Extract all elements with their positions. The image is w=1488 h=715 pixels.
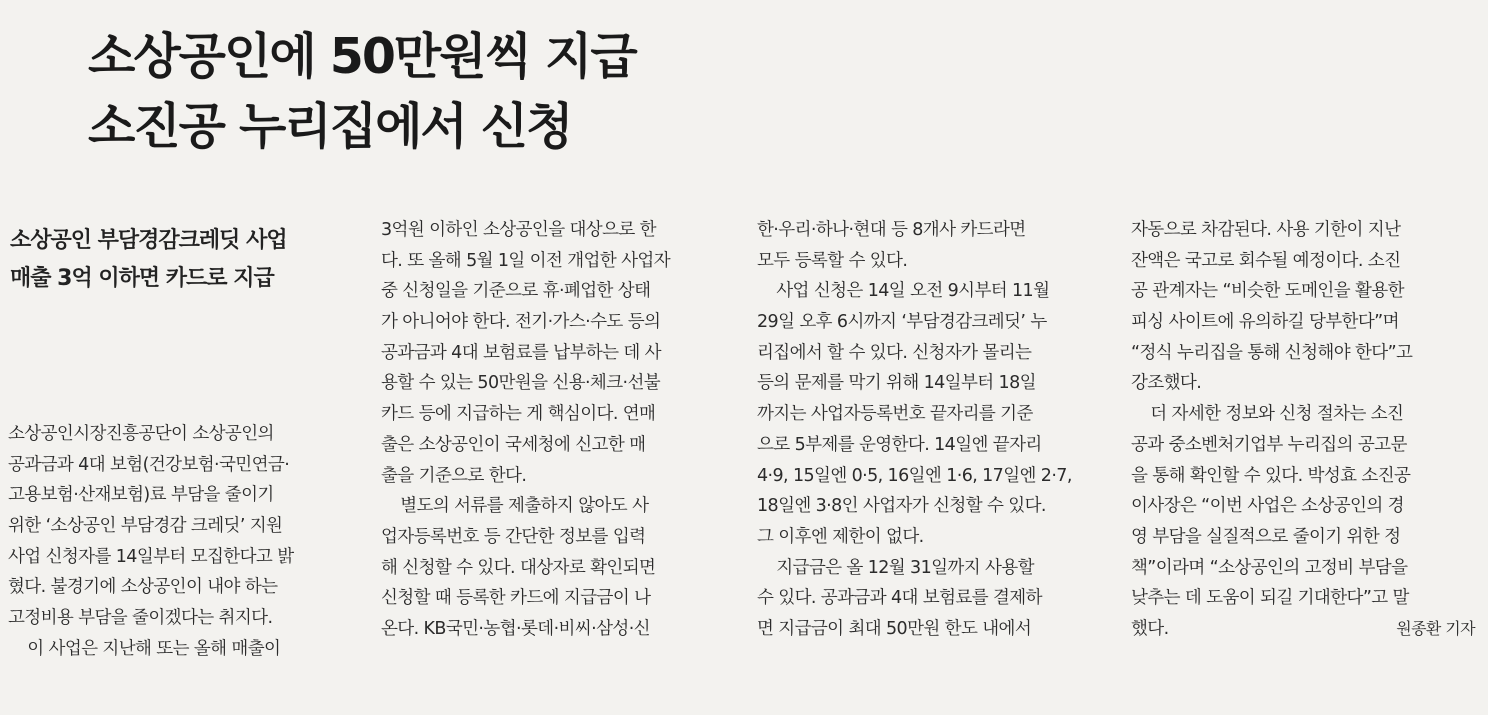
- body-line: 3억원 이하인 소상공인을 대상으로 한: [381, 220, 656, 240]
- body-line: 이 사업은 지난해 또는 올해 매출이: [27, 638, 281, 659]
- body-line: 공과금과 4대 보험(건강보험·국민연금·: [8, 454, 290, 475]
- body-line-last: [1131, 614, 1479, 645]
- body-line: 등의 문제를 막기 위해 14일부터 18일: [757, 373, 1036, 394]
- body-line: 혔다. 불경기에 소상공인이 내야 하는: [8, 577, 278, 598]
- body-line: 낮추는 데 도움이 되길 기대한다”고 말: [1131, 588, 1409, 609]
- article-headline: [88, 22, 636, 162]
- body-line: 강조했다.: [1131, 373, 1202, 394]
- body-line: 가 아니어야 한다. 전기·가스·수도 등의: [381, 312, 661, 333]
- body-line: 그 이후엔 제한이 없다.: [757, 526, 924, 547]
- body-column-3: [757, 215, 1102, 645]
- body-line: 까지는 사업자등록번호 끝자리를 기준: [757, 404, 1033, 425]
- headline-line: 소진공 누리집에서 신청: [88, 98, 572, 155]
- body-line: 했다.: [1131, 618, 1169, 639]
- body-line: 모두 등록할 수 있다.: [757, 250, 908, 271]
- body-line: 소상공인시장진흥공단이 소상공인의: [8, 424, 274, 444]
- body-line: 29일 오후 6시까지 ‘부담경감크레딧’ 누: [757, 312, 1047, 333]
- body-line: 수 있다. 공과금과 4대 보험료를 결제하: [757, 588, 1042, 609]
- subhead-line: 소상공인 부담경감크레딧 사업: [10, 228, 287, 253]
- body-line: 출은 소상공인이 국세청에 신고한 매: [381, 434, 646, 455]
- subhead-line: 매출 3억 이하면 카드로 지급: [10, 266, 274, 291]
- body-line: 위한 ‘소상공인 부담경감 크레딧’ 지원: [8, 516, 283, 537]
- article-subheadline: [10, 222, 287, 298]
- body-line: 신청할 때 등록한 카드에 지급금이 나: [381, 588, 651, 609]
- body-line: 온다. KB국민·농협·롯데·비씨·삼성·신: [381, 618, 650, 639]
- body-line: 별도의 서류를 제출하지 않아도 사: [400, 496, 649, 517]
- body-line: 공과금과 4대 보험료를 납부하는 데 사: [381, 342, 661, 363]
- byline: 원종환 기자: [1396, 618, 1475, 638]
- body-column-4: [1131, 215, 1479, 645]
- body-line: 책”이라며 “소상공인의 고정비 부담을: [1131, 557, 1408, 578]
- body-line: 해 신청할 수 있다. 대상자로 확인되면: [381, 557, 656, 578]
- headline-line: 소상공인에 50만원씩 지급: [88, 28, 636, 85]
- body-line: 피싱 사이트에 유의하길 당부한다”며: [1131, 312, 1399, 333]
- body-line: 카드 등에 지급하는 게 핵심이다. 연매: [381, 404, 656, 425]
- body-column-1: [8, 419, 353, 665]
- body-line: 사업 신청은 14일 오전 9시부터 11월: [776, 281, 1050, 302]
- body-line: 자동으로 차감된다. 사용 기한이 지난: [1131, 220, 1401, 240]
- body-line: “정식 누리집을 통해 신청해야 한다”고: [1131, 342, 1413, 363]
- body-column-2: [381, 215, 726, 645]
- body-line: 4·9, 15일엔 0·5, 16일엔 1·6, 17일엔 2·7,: [757, 465, 1072, 486]
- body-line: 출을 기준으로 한다.: [381, 465, 527, 486]
- body-line: 업자등록번호 등 간단한 정보를 입력: [381, 526, 646, 547]
- body-line: 공과 중소벤처기업부 누리집의 공고문: [1131, 434, 1407, 455]
- body-line: 이사장은 “이번 사업은 소상공인의 경: [1131, 496, 1404, 517]
- body-line: 다. 또 올해 5월 1일 이전 개업한 사업자: [381, 250, 671, 271]
- body-line: 잔액은 국고로 회수될 예정이다. 소진: [1131, 250, 1401, 271]
- body-line: 을 통해 확인할 수 있다. 박성효 소진공: [1131, 465, 1411, 486]
- body-line: 한·우리·하나·현대 등 8개사 카드라면: [757, 220, 1026, 240]
- body-line: 더 자세한 정보와 신청 절차는 소진: [1150, 404, 1404, 425]
- body-line: 용할 수 있는 50만원을 신용·체크·선불: [381, 373, 661, 394]
- body-line: 으로 5부제를 운영한다. 14일엔 끝자리: [757, 434, 1042, 455]
- body-line: 영 부담을 실질적으로 줄이기 위한 정: [1131, 526, 1401, 547]
- body-line: 중 신청일을 기준으로 휴·폐업한 상태: [381, 281, 651, 302]
- body-line: 고정비용 부담을 줄이겠다는 취지다.: [8, 608, 273, 629]
- body-line: 공 관계자는 “비슷한 도메인을 활용한: [1131, 281, 1404, 302]
- body-line: 고용보험·산재보험)료 부담을 줄이기: [8, 485, 274, 506]
- body-line: 사업 신청자를 14일부터 모집한다고 밝: [8, 546, 294, 567]
- body-line: 리집에서 할 수 있다. 신청자가 몰리는: [757, 342, 1032, 363]
- body-line: 지급금은 올 12월 31일까지 사용할: [776, 557, 1034, 578]
- body-line: 18일엔 3·8인 사업자가 신청할 수 있다.: [757, 496, 1046, 517]
- body-line: 면 지급금이 최대 50만원 한도 내에서: [757, 618, 1032, 639]
